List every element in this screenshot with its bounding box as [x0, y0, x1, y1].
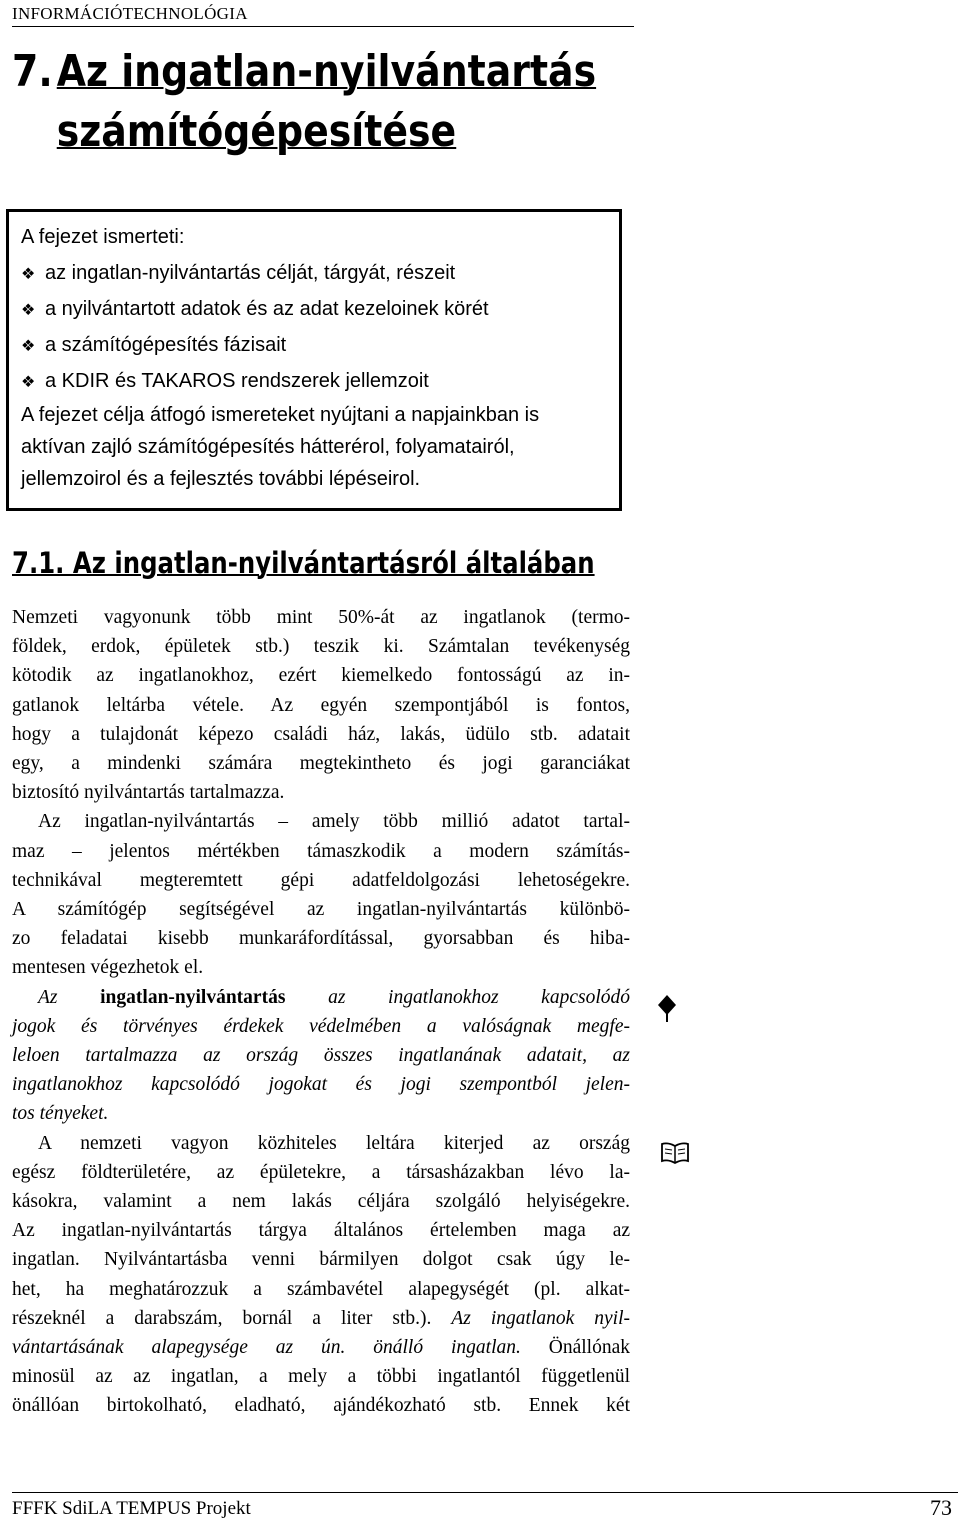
- chapter-summary-box: [6, 209, 622, 511]
- paragraph: Nemzeti vagyonunk több mint 50%-át az ingatlanok (termo- földek, erdok, épületek stb.) teszik ki. Számtalan tevékenység kötodik az ingatlanokhoz, ezért kiemelkedo fontosságú az in- gatlanok leltárba vétele. Az egyén szempontjából is fontos, hogy a tulajdonát képezo családi ház, lakás, üdülo stb. adatait egy, a mindenki számára megtekintheto és jogi garanciákat biztosító nyilvántartás tartalmazza.: [12, 607, 630, 804]
- chapter-title: [12, 42, 597, 162]
- header-rule: [12, 26, 634, 27]
- chapter-number: 7.: [12, 46, 53, 97]
- page-number: 73: [930, 1495, 952, 1520]
- body-text: [12, 603, 630, 1421]
- summary-goal-line: jellemzoirol és a fejlesztés további lépéseirol.: [21, 468, 421, 490]
- diamond-bullet-icon: ❖: [21, 374, 36, 391]
- diamond-bullet-icon: ❖: [21, 266, 36, 283]
- summary-bullet: ❖ a nyilvántartott adatok és az adat kezeloinek körét: [21, 292, 489, 328]
- running-header: INFORMÁCIÓTECHNOLÓGIA: [12, 4, 248, 23]
- summary-goal-line: A fejezet célja átfogó ismereteket nyújtani a napjainkban is: [21, 404, 540, 426]
- summary-intro: A fejezet ismerteti:: [21, 226, 185, 248]
- diamond-bullet-icon: ❖: [21, 338, 36, 355]
- section-title: 7.1. Az ingatlan-nyilvántartásról általában: [12, 546, 595, 580]
- paragraph: Az ingatlan-nyilvántartás – amely több millió adatot tartal- maz – jelentos mértékben támaszkodik a modern számítás- technikával megteremtett gépi adatfeldolgozási lehetoségekre. A számítógép segítségével az ingatlan-nyilvántartás különbö- zo feladatai kisebb munkaráfordítással, gyorsabban és hiba- mentesen végezhetok el.: [12, 811, 630, 979]
- summary-goal-line: aktívan zajló számítógépesítés hátterérol, folyamatairól,: [21, 436, 515, 458]
- chapter-title-line2: számítógépesítése: [56, 106, 457, 157]
- diamond-bullet-icon: ❖: [21, 302, 36, 319]
- open-book-icon: [660, 1141, 690, 1169]
- pin-marker-icon: [656, 993, 678, 1027]
- definition-term: ingatlan-nyilvántartás: [100, 986, 286, 1008]
- paragraph: A nemzeti vagyon közhiteles leltára kiterjed az ország egész földterületére, az épületekre, a társasházakban lévo la- kásokra, valamint a nem lakás céljára szolgáló helyiségekre. Az ingatlan-nyilvántartás tárgya általános értelemben maga az ingatlan. Nyilvántartásba venni bármilyen dolgot csak úgy le- het, ha meghatározzuk a számbavétel alapegységét (pl. alkat- részeknél a darabszám, bornál a liter stb.). Az ingatlanok nyil- vántartásának alapegysége az ún. önálló ingatlan. Önállónak minosül az az ingatlan, a mely a többi ingatlantól függetlenül önállóan birtokolható, eladható, ajándékozható stb. Ennek két: [12, 1132, 630, 1417]
- definition-paragraph: Az ingatlan-nyilvántartás az ingatlanokhoz kapcsolódó jogok és törvényes érdekek védelmében a valóságnak megfe- leloen tartalmazza az ország összes ingatlanának adatait, az ingatlanokhoz kapcsolódó jogokat és jogi szempontból jelen- tos tényeket.: [12, 986, 630, 1125]
- summary-bullet: ❖ a KDIR és TAKAROS rendszerek jellemzoit: [21, 364, 429, 400]
- footer-project: FFFK SdiLA TEMPUS Projekt: [12, 1498, 251, 1519]
- summary-bullet: ❖ a számítógépesítés fázisait: [21, 328, 286, 364]
- footer-rule: [12, 1492, 958, 1493]
- summary-bullet: ❖ az ingatlan-nyilvántartás célját, tárgyát, részeit: [21, 256, 455, 292]
- chapter-title-line1: Az ingatlan-nyilvántartás: [56, 46, 597, 97]
